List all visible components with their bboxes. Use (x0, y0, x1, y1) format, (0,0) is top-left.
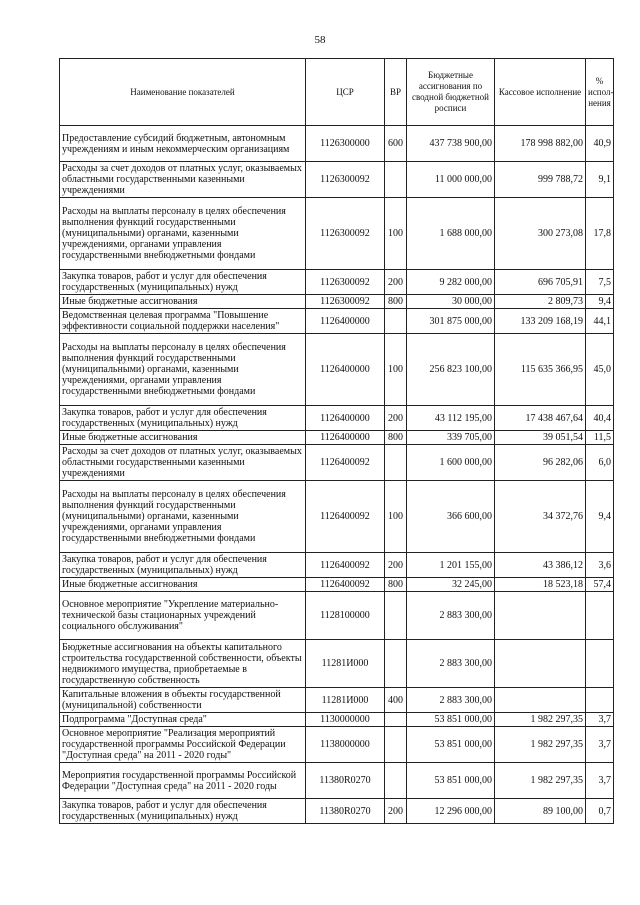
table-row (60, 553, 614, 578)
cell-cash: 43 386,12 (495, 553, 586, 578)
cell-budget: 301 875 000,00 (407, 309, 495, 334)
cell-percent: 3,6 (586, 553, 614, 578)
cell-name: Подпрограмма "Доступная среда" (60, 713, 306, 727)
cell-budget: 437 738 900,00 (407, 126, 495, 162)
cell-vr: 100 (385, 481, 407, 553)
cell-budget: 53 851 000,00 (407, 763, 495, 799)
cell-csr: 1126400000 (306, 334, 385, 406)
cell-csr: 1126400000 (306, 431, 385, 445)
cell-budget: 1 201 155,00 (407, 553, 495, 578)
cell-cash: 2 809,73 (495, 295, 586, 309)
table-row (60, 198, 614, 270)
table-row (60, 727, 614, 763)
cell-percent: 11,5 (586, 431, 614, 445)
table-row (60, 578, 614, 592)
table-row (60, 270, 614, 295)
cell-percent: 3,7 (586, 713, 614, 727)
table-header-row (60, 59, 614, 126)
cell-budget: 12 296 000,00 (407, 799, 495, 824)
cell-percent: 9,4 (586, 481, 614, 553)
cell-csr: 1126400000 (306, 406, 385, 431)
cell-percent: 6,0 (586, 445, 614, 481)
cell-csr: 1126400092 (306, 481, 385, 553)
col-header-name: Наименование показателей (60, 59, 306, 126)
cell-budget: 2 883 300,00 (407, 592, 495, 640)
col-header-csr: ЦСР (306, 59, 385, 126)
cell-budget: 9 282 000,00 (407, 270, 495, 295)
cell-csr: 1126300092 (306, 270, 385, 295)
cell-percent: 7,5 (586, 270, 614, 295)
cell-name: Иные бюджетные ассигнования (60, 431, 306, 445)
cell-vr: 200 (385, 406, 407, 431)
table-row (60, 126, 614, 162)
table-row (60, 481, 614, 553)
cell-cash (495, 688, 586, 713)
cell-vr: 800 (385, 578, 407, 592)
cell-vr (385, 162, 407, 198)
cell-budget: 11 000 000,00 (407, 162, 495, 198)
cell-vr: 100 (385, 198, 407, 270)
cell-cash: 1 982 297,35 (495, 763, 586, 799)
table-row (60, 295, 614, 309)
cell-vr (385, 727, 407, 763)
col-header-budget: Бюджетные ассигнования по сводной бюджетной росписи (407, 59, 495, 126)
cell-name: Расходы на выплаты персоналу в целях обеспечения выполнения функций государственными (муниципальными) органами, казенными учреждениями, органами управления государственными внебюджетными фондами (60, 481, 306, 553)
cell-percent: 17,8 (586, 198, 614, 270)
cell-name: Капитальные вложения в объекты государственной (муниципальной) собственности (60, 688, 306, 713)
cell-cash: 39 051,54 (495, 431, 586, 445)
cell-cash: 115 635 366,95 (495, 334, 586, 406)
cell-name: Иные бюджетные ассигнования (60, 578, 306, 592)
cell-csr: 1126300092 (306, 198, 385, 270)
table-row (60, 431, 614, 445)
cell-cash: 300 273,08 (495, 198, 586, 270)
cell-percent (586, 640, 614, 688)
cell-vr (385, 592, 407, 640)
table-row (60, 162, 614, 198)
cell-budget: 339 705,00 (407, 431, 495, 445)
cell-csr: 11380R0270 (306, 763, 385, 799)
table-row (60, 592, 614, 640)
cell-percent: 0,7 (586, 799, 614, 824)
table-row (60, 309, 614, 334)
cell-name: Мероприятия государственной программы Российской Федерации "Доступная среда" на 2011 - 2020 годы (60, 763, 306, 799)
cell-cash: 178 998 882,00 (495, 126, 586, 162)
col-header-vr: ВР (385, 59, 407, 126)
cell-budget: 366 600,00 (407, 481, 495, 553)
cell-percent: 9,1 (586, 162, 614, 198)
table-row (60, 445, 614, 481)
table-body (60, 126, 614, 824)
table-row (60, 640, 614, 688)
cell-vr: 200 (385, 270, 407, 295)
cell-budget: 30 000,00 (407, 295, 495, 309)
cell-vr: 400 (385, 688, 407, 713)
cell-percent: 57,4 (586, 578, 614, 592)
cell-csr: 1126300000 (306, 126, 385, 162)
cell-cash (495, 592, 586, 640)
cell-vr: 100 (385, 334, 407, 406)
cell-vr: 200 (385, 553, 407, 578)
cell-csr: 11380R0270 (306, 799, 385, 824)
cell-cash: 18 523,18 (495, 578, 586, 592)
cell-budget: 2 883 300,00 (407, 688, 495, 713)
budget-table (59, 58, 614, 824)
cell-csr: 1126300092 (306, 162, 385, 198)
cell-csr: 11281И000 (306, 640, 385, 688)
cell-cash: 34 372,76 (495, 481, 586, 553)
cell-cash: 133 209 168,19 (495, 309, 586, 334)
cell-cash: 17 438 467,64 (495, 406, 586, 431)
cell-vr: 800 (385, 295, 407, 309)
table-row (60, 688, 614, 713)
cell-vr: 600 (385, 126, 407, 162)
cell-cash: 96 282,06 (495, 445, 586, 481)
cell-percent: 45,0 (586, 334, 614, 406)
cell-budget: 256 823 100,00 (407, 334, 495, 406)
cell-vr: 200 (385, 799, 407, 824)
cell-budget: 1 688 000,00 (407, 198, 495, 270)
cell-csr: 11281И000 (306, 688, 385, 713)
cell-vr (385, 763, 407, 799)
cell-budget: 32 245,00 (407, 578, 495, 592)
cell-percent: 3,7 (586, 727, 614, 763)
cell-name: Ведомственная целевая программа "Повышение эффективности социальной поддержки населения" (60, 309, 306, 334)
cell-name: Расходы за счет доходов от платных услуг, оказываемых областными государственными казенными учреждениями (60, 445, 306, 481)
page-number: 58 (314, 34, 326, 46)
cell-csr: 1126400092 (306, 445, 385, 481)
table-row (60, 406, 614, 431)
cell-vr: 800 (385, 431, 407, 445)
cell-name: Иные бюджетные ассигнования (60, 295, 306, 309)
cell-name: Закупка товаров, работ и услуг для обеспечения государственных (муниципальных) нужд (60, 270, 306, 295)
cell-name: Закупка товаров, работ и услуг для обеспечения государственных (муниципальных) нужд (60, 406, 306, 431)
cell-budget: 1 600 000,00 (407, 445, 495, 481)
cell-name: Закупка товаров, работ и услуг для обеспечения государственных (муниципальных) нужд (60, 799, 306, 824)
cell-cash: 1 982 297,35 (495, 713, 586, 727)
cell-percent (586, 592, 614, 640)
cell-percent: 9,4 (586, 295, 614, 309)
cell-name: Расходы за счет доходов от платных услуг, оказываемых областными государственными казенными учреждениями (60, 162, 306, 198)
cell-csr: 1126400092 (306, 553, 385, 578)
table-row (60, 763, 614, 799)
cell-percent: 44,1 (586, 309, 614, 334)
cell-cash: 696 705,91 (495, 270, 586, 295)
cell-csr: 1128100000 (306, 592, 385, 640)
cell-csr: 1126400092 (306, 578, 385, 592)
table-row (60, 713, 614, 727)
cell-name: Предоставление субсидий бюджетным, автономным учреждениям и иным некоммерческим организациям (60, 126, 306, 162)
table-row (60, 799, 614, 824)
cell-percent: 3,7 (586, 763, 614, 799)
cell-cash (495, 640, 586, 688)
col-header-cash: Кассовое исполнение (495, 59, 586, 126)
cell-csr: 1130000000 (306, 713, 385, 727)
cell-cash: 89 100,00 (495, 799, 586, 824)
cell-budget: 53 851 000,00 (407, 727, 495, 763)
cell-percent: 40,4 (586, 406, 614, 431)
cell-vr (385, 445, 407, 481)
cell-name: Закупка товаров, работ и услуг для обеспечения государственных (муниципальных) нужд (60, 553, 306, 578)
cell-csr: 1126400000 (306, 309, 385, 334)
cell-vr (385, 640, 407, 688)
cell-budget: 2 883 300,00 (407, 640, 495, 688)
cell-name: Расходы на выплаты персоналу в целях обеспечения выполнения функций государственными (муниципальными) органами, казенными учреждениями, органами управления государственными внебюджетными фондами (60, 334, 306, 406)
col-header-percent: % испол-нения (586, 59, 614, 126)
cell-name: Основное мероприятие "Укрепление материально-технической базы стационарных учреждений социального обслуживания" (60, 592, 306, 640)
cell-percent: 40,9 (586, 126, 614, 162)
cell-name: Основное мероприятие "Реализация мероприятий государственной программы Российской Федерации "Доступная среда" на 2011 - 2020 годы" (60, 727, 306, 763)
cell-name: Расходы на выплаты персоналу в целях обеспечения выполнения функций государственными (муниципальными) органами, казенными учреждениями, органами управления государственными внебюджетными фондами (60, 198, 306, 270)
cell-cash: 1 982 297,35 (495, 727, 586, 763)
cell-budget: 53 851 000,00 (407, 713, 495, 727)
cell-csr: 1126300092 (306, 295, 385, 309)
cell-vr (385, 713, 407, 727)
cell-vr (385, 309, 407, 334)
cell-csr: 1138000000 (306, 727, 385, 763)
cell-cash: 999 788,72 (495, 162, 586, 198)
table-row (60, 334, 614, 406)
cell-budget: 43 112 195,00 (407, 406, 495, 431)
cell-percent (586, 688, 614, 713)
cell-name: Бюджетные ассигнования на объекты капитального строительства государственной собственности, объекты недвижимого имущества, приобретаемые в государственную собственность (60, 640, 306, 688)
